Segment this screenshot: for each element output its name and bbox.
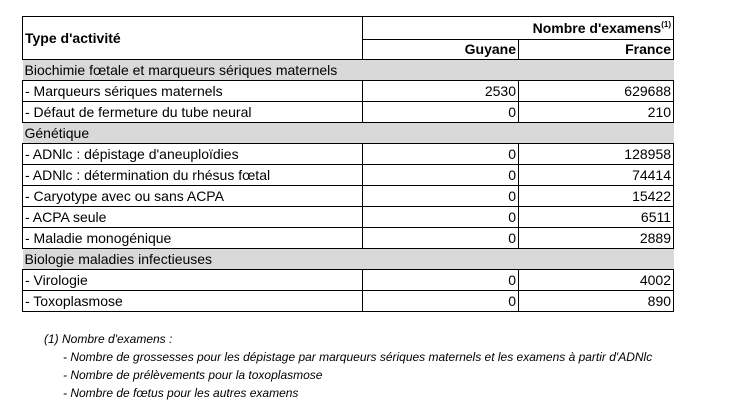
row-guyane-value: 0 (363, 165, 519, 186)
row-label: - ADNlc : dépistage d'aneuploïdies (23, 144, 363, 165)
row-guyane-value: 0 (363, 186, 519, 207)
section-row (23, 249, 674, 270)
row-france-value: 2889 (519, 228, 674, 249)
row-france-value: 74414 (519, 165, 674, 186)
header-activity-type: Type d'activité (23, 17, 363, 60)
row-france-value: 6511 (519, 207, 674, 228)
table-row (23, 270, 674, 291)
table-row (23, 81, 674, 102)
row-guyane-value: 0 (363, 270, 519, 291)
row-label: - Marqueurs sériques maternels (23, 81, 363, 102)
table-row (23, 207, 674, 228)
exam-table-container (22, 16, 673, 312)
exam-table (22, 16, 674, 312)
section-title: Biochimie fœtale et marqueurs sériques maternels (23, 60, 674, 81)
footnote-title: (1) Nombre d'examens : (44, 332, 173, 346)
table-row (23, 165, 674, 186)
row-guyane-value: 0 (363, 102, 519, 123)
header-exam-count-label: Nombre d'examens (532, 19, 662, 36)
footnote-item: - Nombre de fœtus pour les autres examens (63, 386, 299, 400)
row-label: - ADNlc : détermination du rhésus fœtal (23, 165, 363, 186)
header-footnote-ref: (1) (661, 19, 672, 29)
row-france-value: 4002 (519, 270, 674, 291)
row-guyane-value: 0 (363, 144, 519, 165)
header-guyane: Guyane (363, 40, 519, 60)
table-row (23, 144, 674, 165)
row-france-value: 629688 (519, 81, 674, 102)
section-title: Génétique (23, 123, 674, 144)
table-row (23, 102, 674, 123)
row-guyane-value: 0 (363, 228, 519, 249)
section-row (23, 60, 674, 81)
row-france-value: 890 (519, 291, 674, 312)
row-france-value: 15422 (519, 186, 674, 207)
row-guyane-value: 2530 (363, 81, 519, 102)
section-row (23, 123, 674, 144)
footnotes (44, 330, 652, 402)
header-france: France (519, 40, 674, 60)
footnote-item: - Nombre de grossesses pour les dépistage par marqueurs sériques maternels et les examens à partir d'ADNlc (63, 350, 653, 364)
header-exam-count (363, 17, 674, 40)
row-france-value: 128958 (519, 144, 674, 165)
row-label: - Virologie (23, 270, 363, 291)
table-row (23, 291, 674, 312)
row-guyane-value: 0 (363, 207, 519, 228)
table-row (23, 228, 674, 249)
row-label: - Caryotype avec ou sans ACPA (23, 186, 363, 207)
row-label: - Toxoplasmose (23, 291, 363, 312)
row-label: - ACPA seule (23, 207, 363, 228)
table-row (23, 186, 674, 207)
row-label: - Défaut de fermeture du tube neural (23, 102, 363, 123)
row-guyane-value: 0 (363, 291, 519, 312)
footnote-item: - Nombre de prélèvements pour la toxoplasmose (63, 368, 323, 382)
section-title: Biologie maladies infectieuses (23, 249, 674, 270)
row-label: - Maladie monogénique (23, 228, 363, 249)
row-france-value: 210 (519, 102, 674, 123)
